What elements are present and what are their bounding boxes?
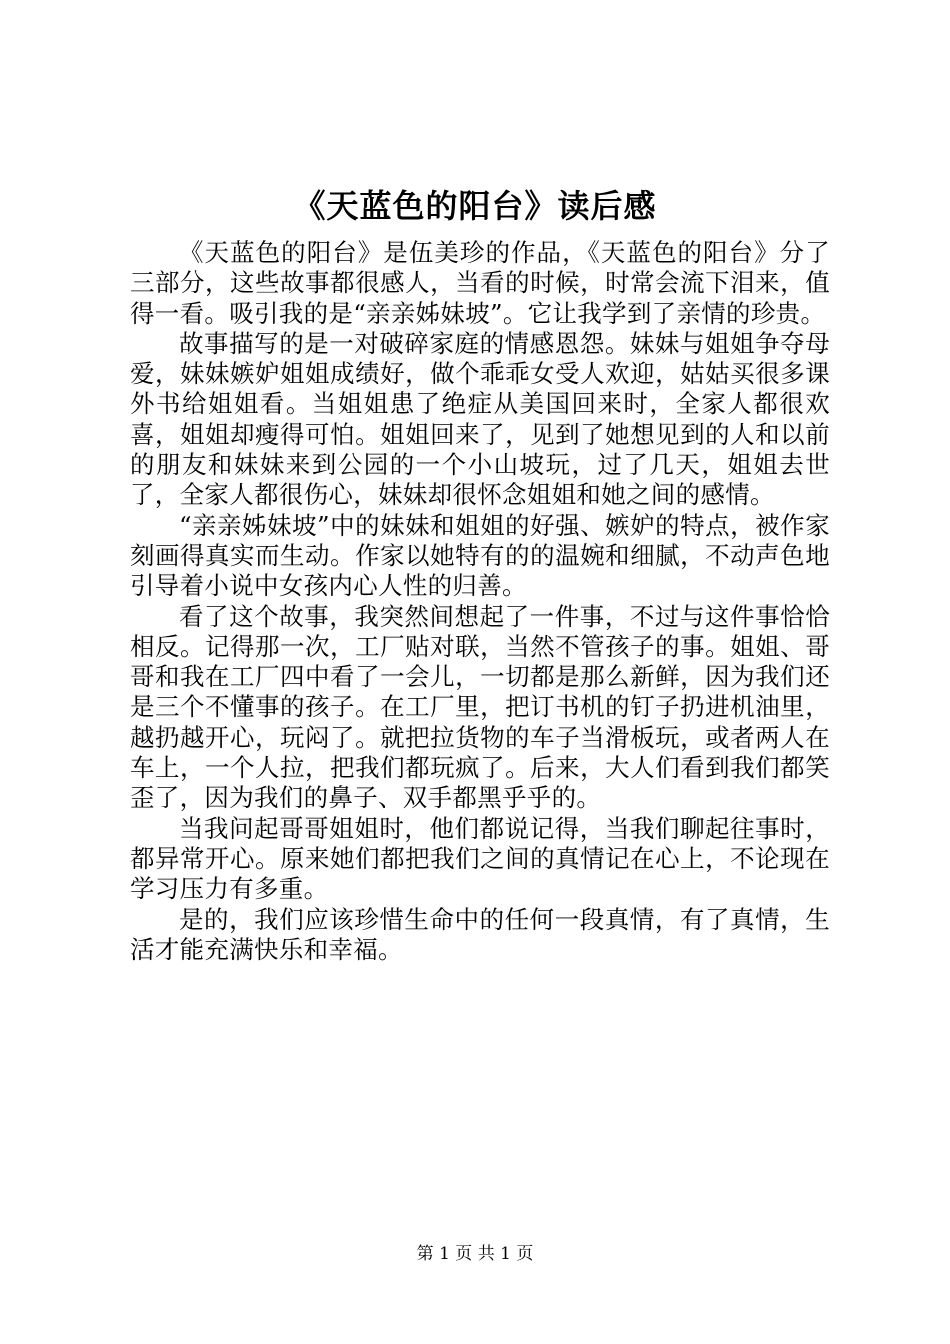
- paragraph: “亲亲姊妹坡”中的妹妹和姐姐的好强、嫉妒的特点，被作家刻画得真实而生动。作家以她特有的的温婉和细腻，不动声色地引导着小说中女孩内心人性的归善。: [130, 510, 830, 601]
- paragraph: 故事描写的是一对破碎家庭的情感恩怨。妹妹与姐姐争夺母爱，妹妹嫉妒姐姐成绩好，做个乖乖女受人欢迎，姑姑买很多课外书给姐姐看。当姐姐患了绝症从美国回来时，全家人都很欢喜，姐姐却瘦得可怕。姐姐回来了，见到了她想见到的人和以前的朋友和妹妹来到公园的一个小山坡玩，过了几天，姐姐去世了，全家人都很伤心，妹妹却很怀念姐姐和她之间的感情。: [130, 328, 830, 510]
- page-footer: 第 1 页 共 1 页: [416, 1244, 534, 1264]
- paragraph: 当我问起哥哥姐姐时，他们都说记得，当我们聊起往事时，都异常开心。原来她们都把我们之间的真情记在心上，不论现在学习压力有多重。: [130, 813, 830, 904]
- paragraph: 是的，我们应该珍惜生命中的任何一段真情，有了真情，生活才能充满快乐和幸福。: [130, 904, 830, 964]
- paragraph: 《天蓝色的阳台》是伍美珍的作品，《天蓝色的阳台》分了三部分，这些故事都很感人，当看的时候，时常会流下泪来，值得一看。吸引我的是“亲亲姊妹坡”。它让我学到了亲情的珍贵。: [130, 238, 830, 328]
- document-title: 《天蓝色的阳台》读后感: [293, 187, 657, 225]
- document-body: [130, 238, 830, 965]
- paragraph: 看了这个故事，我突然间想起了一件事，不过与这件事恰恰相反。记得那一次，工厂贴对联，当然不管孩子的事。姐姐、哥哥和我在工厂四中看了一会儿，一切都是那么新鲜，因为我们还是三个不懂事的孩子。在工厂里，把订书机的钉子扔进机油里，越扔越开心，玩闷了。就把拉货物的车子当滑板玩，或者两人在车上，一个人拉，把我们都玩疯了。后来，大人们看到我们都笑歪了，因为我们的鼻子、双手都黑乎乎的。: [130, 601, 830, 813]
